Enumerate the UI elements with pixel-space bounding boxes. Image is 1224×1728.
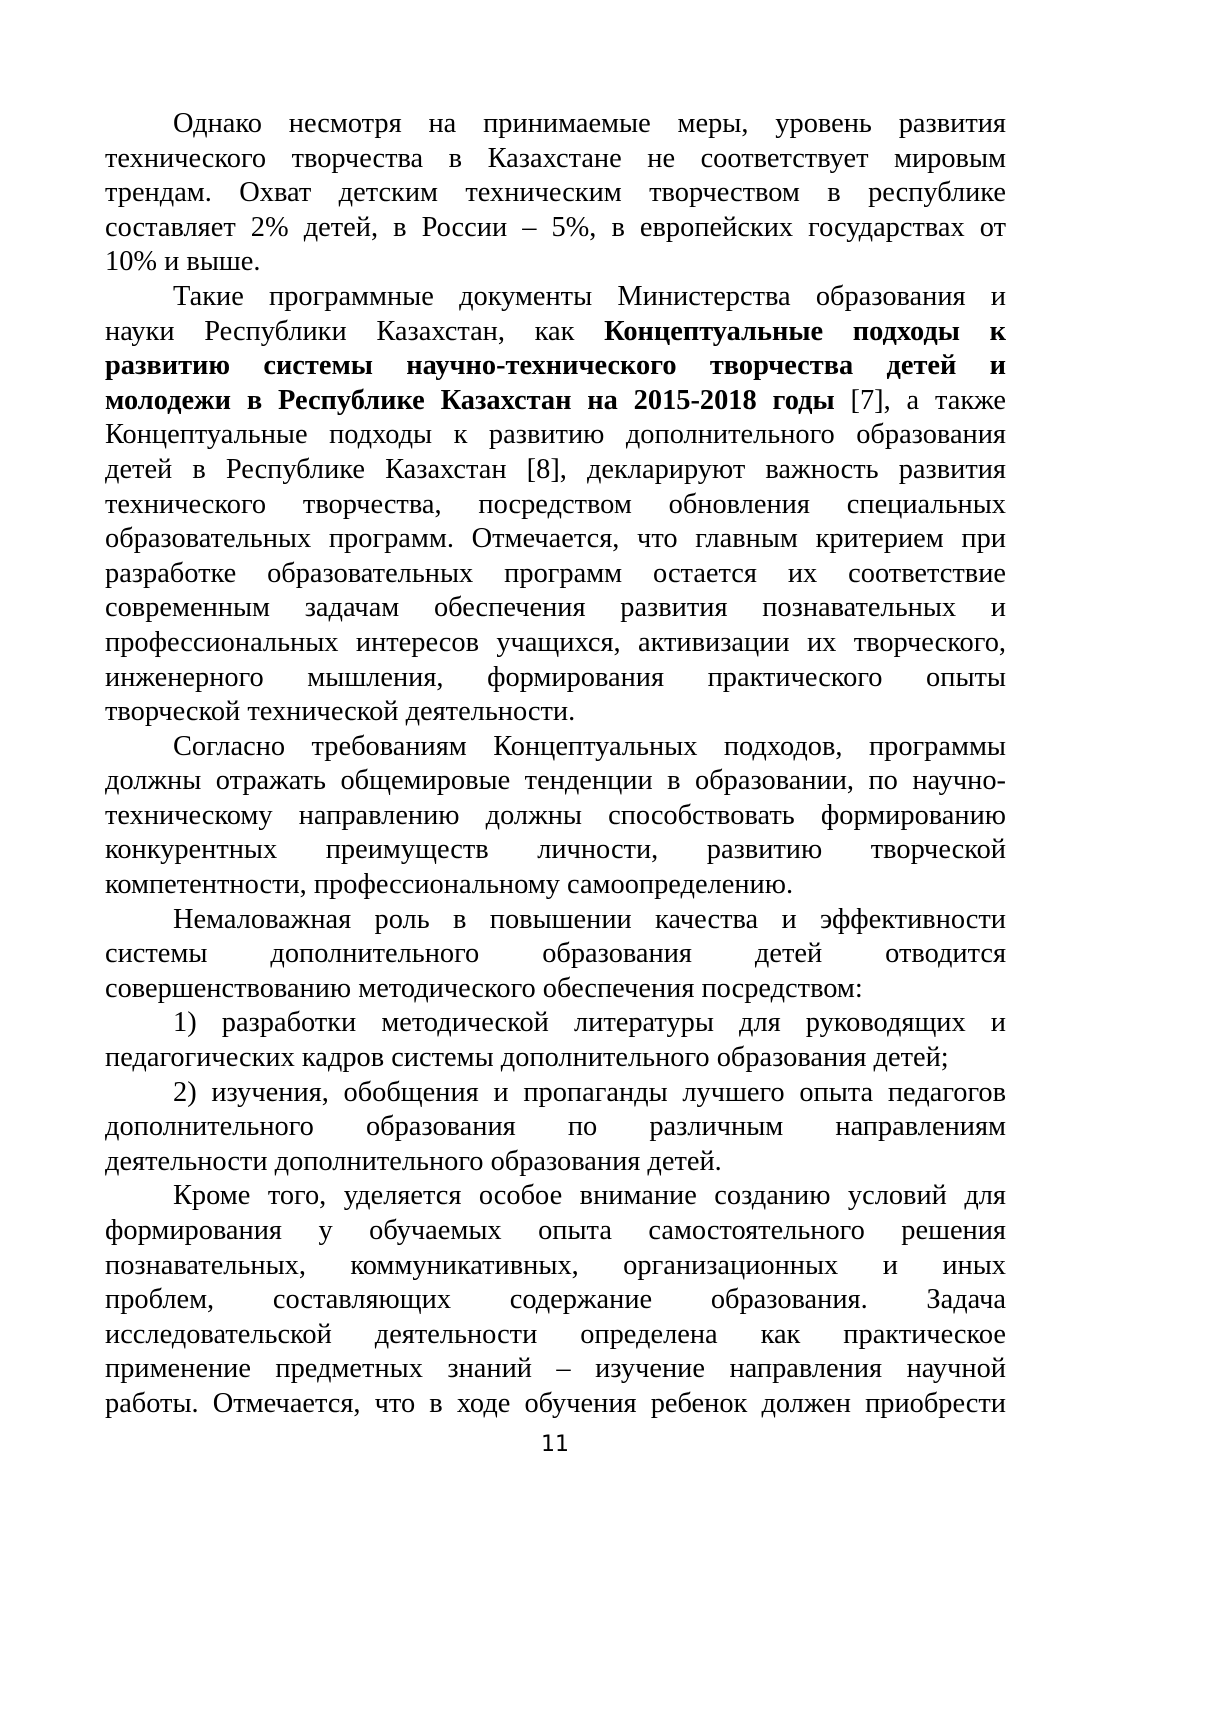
paragraph [105, 730, 1006, 903]
text-line [105, 349, 1006, 384]
text-line: педагогических кадров системы дополнительного образования детей; [105, 1042, 949, 1074]
text-line: инженерного мышления, формирования практического опыты [105, 661, 1006, 693]
text-line: Согласно требованиям Концептуальных подходов, программы [173, 730, 1006, 762]
text-line: компетентности, профессиональному самоопределению. [105, 869, 794, 901]
paragraph [105, 1179, 1006, 1421]
text-line: исследовательской деятельности определена как практическое [105, 1318, 1006, 1350]
text-line: работы. Отмечается, что в ходе обучения ребенок должен приобрести [105, 1387, 1006, 1419]
text-segment: [7], а также [834, 384, 1006, 416]
page-number: 11 [541, 1432, 569, 1457]
text-line: деятельности дополнительного образования детей. [105, 1145, 722, 1177]
bold-title-text: Концептуальные подходы к [604, 315, 1006, 347]
text-line: технического творчества в Казахстане не соответствует мировым [105, 142, 1006, 174]
text-line: совершенствованию методического обеспечения посредством: [105, 972, 863, 1004]
text-line: Однако несмотря на принимаемые меры, уровень развития [173, 108, 1006, 139]
text-line: составляет 2% детей, в России – 5%, в европейских государствах от [105, 211, 1006, 243]
text-segment: науки Республики Казахстан, как [105, 315, 605, 347]
text-line: Немаловажная роль в повышении качества и эффективности [173, 903, 1006, 935]
bold-title-text: развитию системы научно-технического творчества детей и [105, 350, 1006, 382]
body-text [105, 107, 1006, 1422]
text-line: формирования у обучаемых опыта самостоятельного решения [105, 1215, 1006, 1246]
text-line: технического творчества, посредством обновления специальных [105, 488, 1006, 520]
text-line: техническому направлению должны способствовать формированию [105, 799, 1006, 831]
text-line: должны отражать общемировые тенденции в образовании, по научно- [105, 765, 1006, 797]
text-line: 10% и выше. [105, 246, 261, 278]
text-line: детей в Республике Казахстан [8], декларируют важность развития [105, 453, 1006, 485]
text-line: системы дополнительного образования детей отводится [105, 938, 1006, 970]
paragraph [105, 903, 1006, 1007]
text-line: образовательных программ. Отмечается, что главным критерием при [105, 523, 1006, 555]
text-line: 1) разработки методической литературы для руководящих и [173, 1007, 1006, 1039]
text-line: познавательных, коммуникативных, организационных и иных [105, 1249, 1006, 1281]
text-line: Такие программные документы Министерства образования и [173, 280, 1006, 312]
text-line: современным задачам обеспечения развития познавательных и [105, 592, 1006, 624]
paragraph [105, 280, 1006, 730]
text-line: профессиональных интересов учащихся, активизации их творческого, [105, 626, 1006, 658]
text-line: 2) изучения, обобщения и пропаганды лучшего опыта педагогов [173, 1076, 1006, 1108]
bold-title-text: молодежи в Республике Казахстан на 2015-2018 годы [105, 384, 835, 416]
text-line: применение предметных знаний – изучение направления научной [105, 1353, 1006, 1385]
text-line: Кроме того, уделяется особое внимание созданию условий для [173, 1180, 1006, 1212]
paragraph [105, 1006, 1006, 1075]
text-line: конкурентных преимуществ личности, развитию творческой [105, 834, 1006, 866]
text-line [105, 315, 1006, 350]
text-line: Концептуальные подходы к развитию дополнительного образования [105, 419, 1006, 451]
text-line: творческой технической деятельности. [105, 696, 576, 728]
paragraph [105, 107, 1006, 280]
paragraph [105, 1076, 1006, 1180]
text-line: проблем, составляющих содержание образования. Задача [105, 1284, 1006, 1316]
text-line: дополнительного образования по различным направлениям [105, 1111, 1006, 1143]
text-line [105, 384, 1006, 419]
text-line: разработке образовательных программ остается их соответствие [105, 557, 1006, 589]
text-line: трендам. Охват детским техническим творчеством в республике [105, 177, 1006, 209]
